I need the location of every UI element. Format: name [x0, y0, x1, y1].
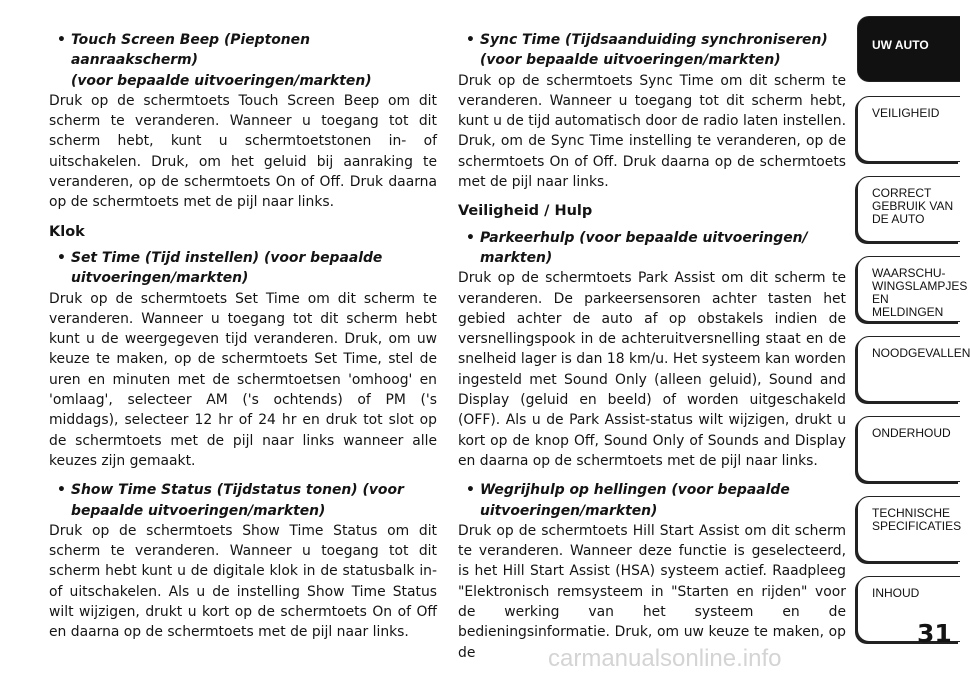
- tab-inhoud[interactable]: INHOUD: [857, 576, 960, 642]
- chapter-tabs: [857, 16, 970, 656]
- bullet-heading-show-time-status: • Show Time Status (Tijdstatus tonen) (voor bepaalde uitvoeringen/markten): [57, 482, 404, 519]
- paragraph-sync-time: Druk op de schermtoets Sync Time om dit scherm te veranderen. Wanneer u toegang tot dit scherm hebt, kunt u de tijd automatisch door de radio laten instellen. Druk, om de Sync Time instelling te veranderen, op de schermtoets On of Off. Druk daarna op de schermtoets met de pijl naar links.: [458, 72, 846, 191]
- tab-correct-gebruik[interactable]: CORRECT GEBRUIK VAN DE AUTO: [857, 176, 960, 242]
- paragraph-set-time: Druk op de schermtoets Set Time om dit scherm te veranderen. Wanneer u toegang tot dit scherm hebt kunt u de weergegeven tijd veranderen. Druk, om uw keuze te maken, op de schermtoets Set Time, stel de uren en minuten met de schermtoetsen 'omhoog' en 'omlaag', selecteer AM ('s ochtends) of PM ('s middags), selecteer 12 hr of 24 hr en druk tot slot op de schermtoets met de pijl naar links wanneer alle keuzes zijn gemaakt.: [49, 290, 437, 469]
- page-number: 31: [917, 619, 952, 648]
- bullet-heading-set-time: • Set Time (Tijd instellen) (voor bepaalde uitvoeringen/markten): [57, 249, 383, 287]
- bullet-heading-hill-start: • Wegrijhulp op hellingen (voor bepaalde uitvoeringen/markten): [466, 482, 790, 519]
- paragraph-hill-start: Druk op de schermtoets Hill Start Assist om dit scherm te veranderen. Wanneer deze functie is geselecteerd, is het Hill Start Assist (HSA) systeem actief. Raadpleeg "Elektronisch remsysteem in "Starten en rijden" voor de werking van het systeem en de bedieningsinformatie. Druk, om uw keuze te maken, op de: [458, 522, 846, 661]
- tab-technische-specificaties[interactable]: TECHNISCHE SPECIFICATIES: [857, 496, 960, 562]
- bullet-heading-sync-time: • Sync Time (Tijdsaanduiding synchroniseren) (voor bepaalde uitvoeringen/markten): [466, 32, 828, 69]
- tab-veiligheid[interactable]: VEILIGHEID: [857, 96, 960, 162]
- left-column: [49, 30, 437, 652]
- tab-uw-auto[interactable]: UW AUTO: [857, 16, 960, 82]
- paragraph-touch-screen-beep: Druk op de schermtoets Touch Screen Beep om dit scherm te veranderen. Wanneer u toegang tot dit scherm hebt, kunt u schermtoetstonen in- of uitschakelen. Druk, om het geluid bij aanraking te veranderen, op de schermtoets On of Off. Druk daarna op de schermtoets met de pijl naar links.: [49, 92, 437, 211]
- watermark-text: carmanualsonline.info: [548, 645, 782, 672]
- tab-noodgevallen[interactable]: NOODGEVALLEN: [857, 336, 960, 402]
- paragraph-park-assist: Druk op de schermtoets Park Assist om dit scherm te veranderen. De parkeersensoren achter tasten het gebied achter de auto af op obstakels indien de versnellingspook in de achteruitversnelling staat en de snelheid lager is dan 18 km/u. Het systeem kan worden ingesteld met Sound Only (alleen geluid), Sound and Display (geluid en beeld) of worden uitgeschakeld (OFF). Als u de Park Assist-status wilt wijzigen, drukt u kort op de knop Off, Sound Only of Sounds and Display en daarna op de schermtoets met de pijl naar links.: [458, 270, 846, 469]
- bullet-heading-touch-screen-beep: • Touch Screen Beep (Pieptonen aanraakscherm) (voor bepaalde uitvoeringen/markten): [57, 32, 372, 89]
- section-heading-klok: Klok: [49, 223, 85, 240]
- right-column: [458, 30, 846, 672]
- bullet-heading-park-assist: • Parkeerhulp (voor bepaalde uitvoeringen/ markten): [466, 229, 808, 266]
- section-heading-veiligheid: Veiligheid / Hulp: [458, 203, 593, 220]
- tab-onderhoud[interactable]: ONDERHOUD: [857, 416, 960, 482]
- tab-waarschuwingslampjes[interactable]: WAARSCHU- WINGSLAMPJES EN MELDINGEN: [857, 256, 960, 322]
- paragraph-show-time-status: Druk op de schermtoets Show Time Status om dit scherm te veranderen. Wanneer u toegang tot dit scherm hebt kunt u de digitale klok in de statusbalk in- of uitschakelen. Als u de instelling Show Time Status wilt wijzigen, drukt u kort op de schermtoets On of Off en daarna op de schermtoets met de pijl naar links.: [49, 522, 437, 641]
